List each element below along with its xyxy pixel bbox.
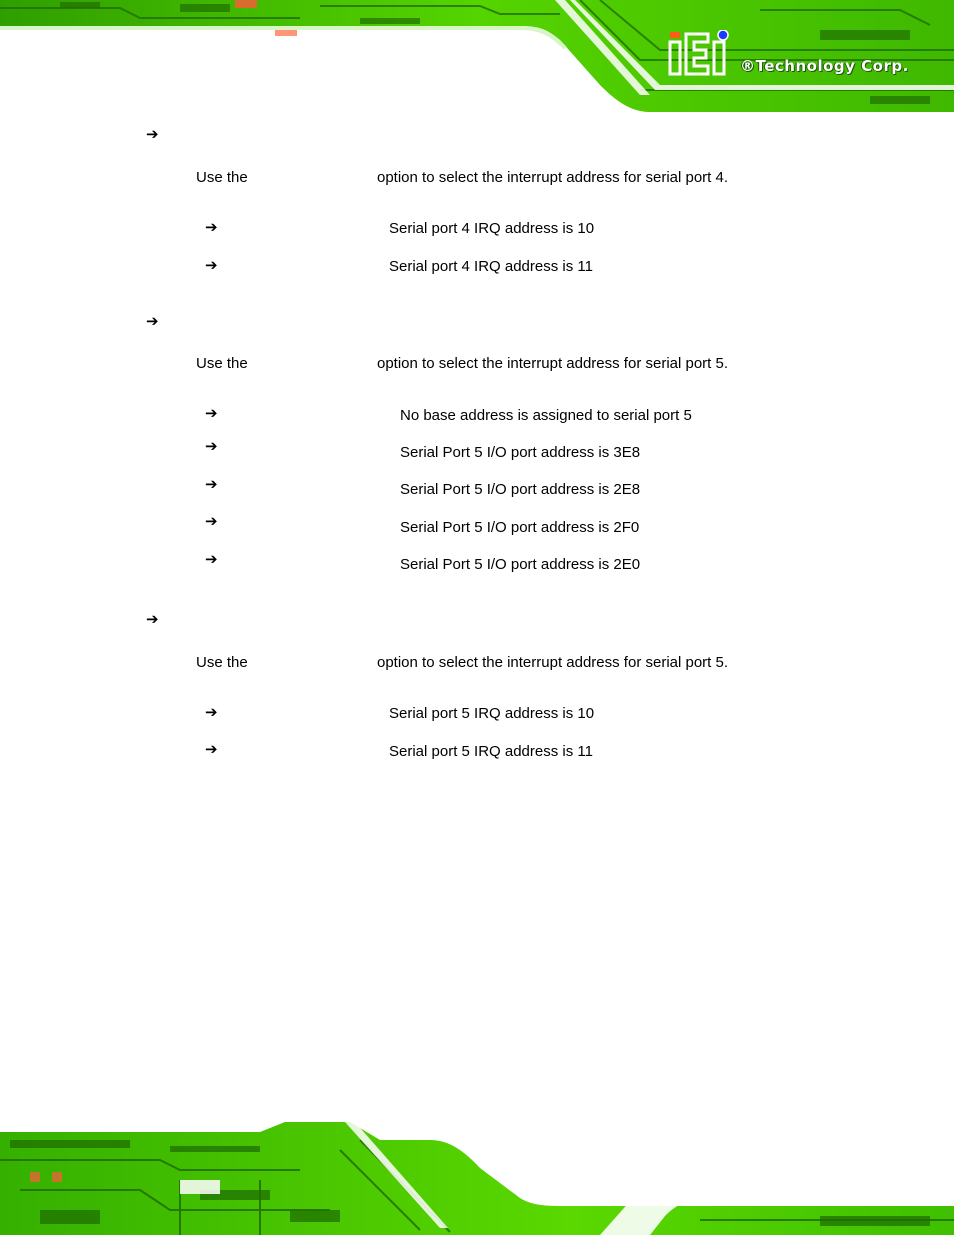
iei-logo-icon	[668, 30, 734, 76]
option-description: Serial Port 5 I/O port address is 2E8	[400, 481, 641, 498]
arrow-icon: ➔	[205, 256, 218, 274]
intro-text: option to select the interrupt address for serial port 5.	[377, 654, 729, 671]
intro-prefix: Use the	[196, 169, 248, 186]
arrow-icon: ➔	[205, 550, 218, 568]
iei-logo	[668, 30, 734, 76]
page-header	[0, 0, 954, 112]
circuit-board-footer-graphic	[0, 1120, 954, 1235]
arrow-icon: ➔	[205, 218, 218, 236]
option-description: Serial port 4 IRQ address is 11	[389, 258, 593, 275]
arrow-icon: ➔	[205, 404, 218, 422]
arrow-icon: ➔	[205, 437, 218, 455]
intro-text: option to select the interrupt address for serial port 4.	[377, 169, 729, 186]
intro-prefix: Use the	[196, 355, 248, 372]
circuit-board-header-graphic	[0, 0, 954, 112]
arrow-icon: ➔	[205, 475, 218, 493]
arrow-icon: ➔	[205, 703, 218, 721]
arrow-icon: ➔	[146, 610, 159, 628]
option-description: Serial Port 5 I/O port address is 2E0	[400, 556, 641, 573]
option-description: Serial port 4 IRQ address is 10	[389, 220, 595, 237]
option-description: Serial Port 5 I/O port address is 2F0	[400, 519, 640, 536]
intro-text: option to select the interrupt address for serial port 5.	[377, 355, 729, 372]
arrow-icon: ➔	[205, 512, 218, 530]
arrow-icon: ➔	[146, 125, 159, 143]
intro-prefix: Use the	[196, 654, 248, 671]
option-description: Serial port 5 IRQ address is 10	[389, 705, 595, 722]
option-description: Serial port 5 IRQ address is 11	[389, 743, 593, 760]
brand-name: ®Technology Corp.	[740, 57, 909, 75]
page-footer	[0, 1120, 954, 1235]
option-description: No base address is assigned to serial port 5	[400, 407, 692, 424]
arrow-icon: ➔	[146, 312, 159, 330]
option-description: Serial Port 5 I/O port address is 3E8	[400, 444, 641, 461]
arrow-icon: ➔	[205, 740, 218, 758]
